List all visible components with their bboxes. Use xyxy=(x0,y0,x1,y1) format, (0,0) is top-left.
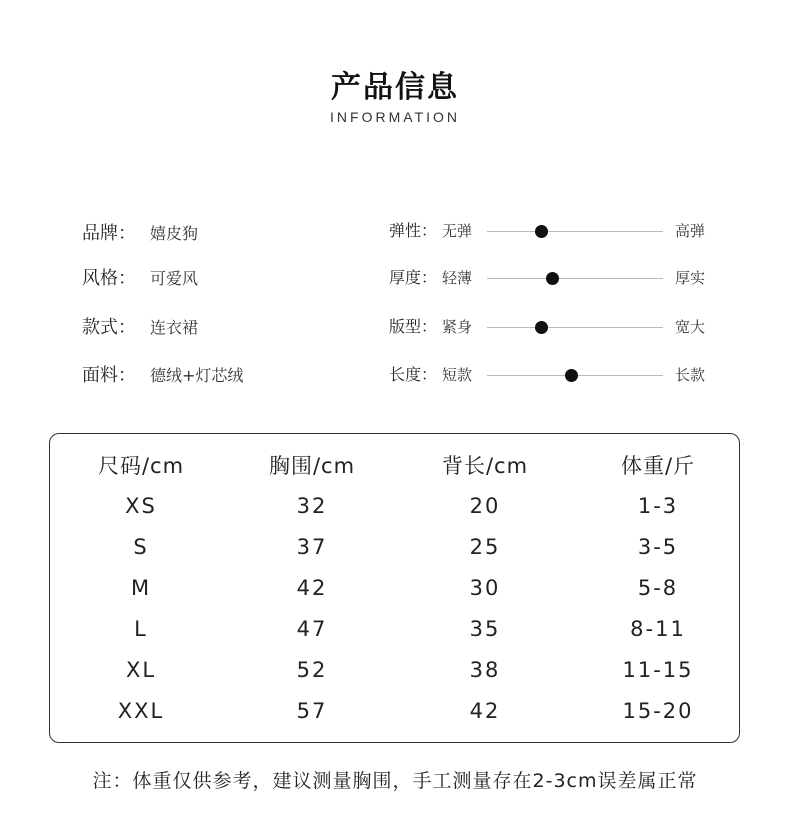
attr-value: 可爱风 xyxy=(150,268,199,288)
page-title: 产品信息 xyxy=(331,70,459,105)
table-row xyxy=(50,654,741,686)
table-cell: L xyxy=(134,617,148,641)
scale-high-label: 高弹 xyxy=(675,222,706,240)
attr-brand xyxy=(82,220,198,244)
table-cell: 8-11 xyxy=(630,617,686,641)
attr-value: 嬉皮狗 xyxy=(150,223,199,243)
table-row xyxy=(50,613,741,645)
table-cell: 30 xyxy=(469,576,501,600)
attr-style xyxy=(82,265,198,289)
table-cell: 3-5 xyxy=(637,535,679,559)
scale-low-label: 紧身 xyxy=(442,318,473,336)
table-cell: 20 xyxy=(469,494,501,518)
scale-thickness xyxy=(389,266,719,290)
table-cell: 57 xyxy=(296,699,328,723)
scale-high-label: 宽大 xyxy=(675,318,706,336)
header-cell: 尺码/cm xyxy=(97,454,185,478)
table-cell: 35 xyxy=(469,617,501,641)
attr-label: 品牌： xyxy=(82,223,136,244)
scale-label: 弹性： xyxy=(389,221,438,240)
scale-high-label: 厚实 xyxy=(675,269,706,287)
table-cell: 42 xyxy=(296,576,328,600)
table-cell: XL xyxy=(125,658,157,682)
table-cell: 42 xyxy=(469,699,501,723)
scale-marker xyxy=(535,321,548,334)
scale-fit xyxy=(389,315,719,339)
header-cell: 体重/斤 xyxy=(620,454,696,478)
table-row xyxy=(50,531,741,563)
scale-label: 版型： xyxy=(389,317,438,336)
page-subtitle: INFORMATION xyxy=(330,109,460,125)
measurement-note: 注：体重仅供参考，建议测量胸围，手工测量存在2-3cm误差属正常 xyxy=(92,770,698,792)
table-cell: S xyxy=(133,535,149,559)
scale-high-label: 长款 xyxy=(675,366,706,384)
scale-track xyxy=(487,327,663,328)
size-table-header xyxy=(50,450,741,482)
table-row xyxy=(50,695,741,727)
table-cell: 47 xyxy=(296,617,328,641)
table-cell: 52 xyxy=(296,658,328,682)
table-cell: 11-15 xyxy=(622,658,694,682)
attr-label: 风格： xyxy=(82,268,136,289)
table-cell: XXL xyxy=(117,699,165,723)
scale-low-label: 短款 xyxy=(442,366,473,384)
scale-elasticity xyxy=(389,219,719,243)
table-cell: XS xyxy=(125,494,157,518)
attr-label: 款式： xyxy=(82,317,136,338)
table-cell: 15-20 xyxy=(622,699,694,723)
scale-label: 长度： xyxy=(389,365,438,384)
scale-marker xyxy=(535,225,548,238)
attr-type xyxy=(82,314,198,338)
table-row xyxy=(50,490,741,522)
table-cell: M xyxy=(130,576,152,600)
table-row xyxy=(50,572,741,604)
attr-label: 面料： xyxy=(82,365,136,386)
header-cell: 背长/cm xyxy=(441,454,529,478)
scale-label: 厚度： xyxy=(389,268,438,287)
scale-marker xyxy=(565,369,578,382)
scale-low-label: 轻薄 xyxy=(442,269,473,287)
attr-value: 德绒+灯芯绒 xyxy=(150,365,244,385)
scale-low-label: 无弹 xyxy=(442,222,473,240)
scale-length xyxy=(389,363,719,387)
table-cell: 32 xyxy=(296,494,328,518)
table-cell: 37 xyxy=(296,535,328,559)
scale-track xyxy=(487,278,663,279)
attr-value: 连衣裙 xyxy=(150,317,199,337)
size-table xyxy=(49,433,740,743)
scale-marker xyxy=(546,272,559,285)
table-cell: 25 xyxy=(469,535,501,559)
table-cell: 38 xyxy=(469,658,501,682)
attr-fabric xyxy=(82,362,243,386)
table-cell: 1-3 xyxy=(637,494,679,518)
scale-track xyxy=(487,231,663,232)
header-cell: 胸围/cm xyxy=(268,454,356,478)
table-cell: 5-8 xyxy=(637,576,679,600)
